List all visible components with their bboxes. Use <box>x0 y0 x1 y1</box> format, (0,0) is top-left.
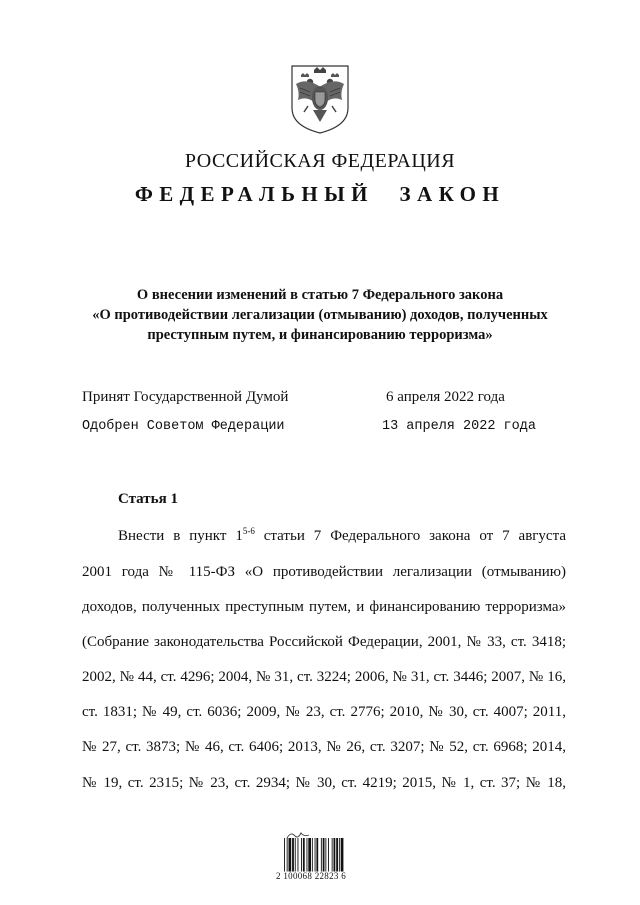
barcode-bar <box>325 838 326 872</box>
barcode-bar <box>341 838 344 872</box>
barcode-bar <box>289 838 292 872</box>
law-title-line: преступным путем, и финансированию терроризма» <box>147 327 493 343</box>
article-text-line: № 19, ст. 2315; № 23, ст. 2934; № 30, ст. 4219; 2015, № 1, ст. 37; № 18, <box>82 775 566 791</box>
article-text-line: 2002, № 44, ст. 4296; 2004, № 31, ст. 3224; 2006, № 31, ст. 3446; 2007, № 16, <box>82 669 566 685</box>
article-text-line: (Собрание законодательства Российской Федерации, 2001, № 33, ст. 3418; <box>82 634 566 650</box>
adopted-date: 6 апреля 2022 года <box>386 389 505 405</box>
article-text-line: № 27, ст. 3873; № 46, ст. 6406; 2013, № 26, ст. 3207; № 52, ст. 6968; 2014, <box>82 739 566 755</box>
barcode-bar <box>334 838 336 872</box>
barcode-bar <box>301 838 302 872</box>
barcode-bar <box>328 838 329 872</box>
article-heading: Статья 1 <box>118 491 178 507</box>
barcode-bar <box>295 838 296 872</box>
law-type-heading: ФЕДЕРАЛЬНЫЙ ЗАКОН <box>134 182 506 206</box>
barcode-bar <box>303 838 305 872</box>
barcode-bar <box>339 838 340 872</box>
russian-coat-of-arms-icon <box>288 62 352 136</box>
article-text-line: доходов, полученных преступным путем, и финансированию терроризма» <box>82 599 566 615</box>
law-title-line: О внесении изменений в статью 7 Федерального закона <box>136 287 504 303</box>
article-text-line: ст. 1831; № 49, ст. 6036; 2009, № 23, ст. 2776; 2010, № 30, ст. 4007; 2011, <box>82 704 566 720</box>
barcode-bar <box>312 838 313 872</box>
barcode-bar <box>292 838 294 872</box>
barcode-bar <box>284 838 285 872</box>
barcode-number: 2 100068 22823 6 <box>276 871 347 881</box>
barcode-bar <box>321 838 322 872</box>
article-text-line: 2001 года № 115-ФЗ «О противодействии легализации (отмыванию) <box>82 564 566 580</box>
barcode-bar <box>323 838 325 872</box>
barcode-bar <box>336 838 338 872</box>
barcode-bar <box>287 838 288 872</box>
barcode-bar <box>315 838 316 872</box>
barcode-bar <box>307 838 308 872</box>
article-text-line <box>118 526 566 545</box>
barcode-bar <box>332 838 333 872</box>
approved-date: 13 апреля 2022 года <box>382 419 536 434</box>
article-text-fragment: статьи 7 Федерального закона от 7 августа <box>254 528 566 544</box>
adopted-label: Принят Государственной Думой <box>82 389 289 405</box>
barcode-bar <box>308 838 311 872</box>
barcode-bar <box>298 838 299 872</box>
article-text-fragment: Внести в пункт 1 <box>118 528 243 544</box>
barcode-bar <box>316 838 318 872</box>
approved-label: Одобрен Советом Федерации <box>82 419 285 434</box>
country-heading: РОССИЙСКАЯ ФЕДЕРАЦИЯ <box>184 150 456 172</box>
law-title <box>60 285 580 345</box>
law-title-line: «О противодействии легализации (отмыванию) доходов, полученных <box>92 307 548 323</box>
superscript: 5-6 <box>242 526 255 536</box>
